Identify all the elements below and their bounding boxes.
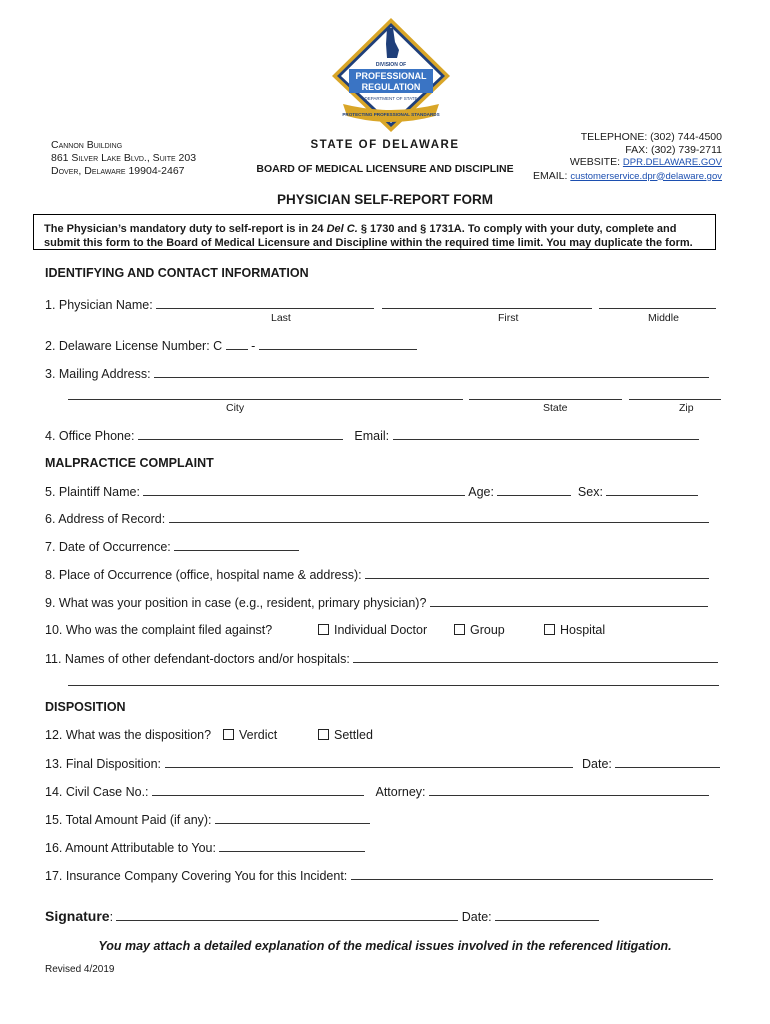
q11-label: 11. Names of other defendant-doctors and/or hospitals: xyxy=(45,652,350,666)
logo-ribbon: PROTECTING PROFESSIONAL STANDARDS xyxy=(342,112,440,117)
sex-label: Sex: xyxy=(577,485,603,499)
q5-label: 5. Plaintiff Name: xyxy=(45,485,140,499)
complaint-against-row xyxy=(45,623,272,638)
option-individual-doctor[interactable] xyxy=(318,623,427,638)
option-group[interactable] xyxy=(454,623,505,638)
contact-block xyxy=(533,131,722,183)
logo-title-line2: REGULATION xyxy=(361,82,421,92)
q7-label: 7. Date of Occurrence: xyxy=(45,540,171,554)
group-checkbox[interactable] xyxy=(454,624,465,635)
state-caption: State xyxy=(543,402,568,414)
city-caption: City xyxy=(226,402,245,414)
q10-label: 10. Who was the complaint filed against? xyxy=(45,623,273,637)
q12-label: 12. What was the disposition? xyxy=(45,728,212,742)
division-logo xyxy=(329,16,453,134)
notice-text-1: The Physician’s mandatory duty to self-report is in 24 xyxy=(44,223,327,235)
hospital-checkbox[interactable] xyxy=(544,624,555,635)
q16-label: 16. Amount Attributable to You: xyxy=(45,841,216,855)
office-phone-row xyxy=(45,428,699,444)
final-disposition-field[interactable] xyxy=(165,756,573,768)
verdict-label: Verdict xyxy=(239,728,278,742)
office-phone-field[interactable] xyxy=(138,428,343,440)
notice-box xyxy=(33,214,716,250)
address-line3: Dover, Delaware 19904-2467 xyxy=(51,165,185,177)
q8-label: 8. Place of Occurrence (office, hospital name & address): xyxy=(45,568,362,582)
logo-dept: DEPARTMENT OF STATE xyxy=(364,96,418,101)
address-of-record-field[interactable] xyxy=(169,511,709,523)
plaintiff-name-field[interactable] xyxy=(143,484,465,496)
settled-label: Settled xyxy=(334,728,373,742)
mailing-address-field[interactable] xyxy=(154,366,709,378)
signature-date-label: Date: xyxy=(461,910,492,924)
settled-checkbox[interactable] xyxy=(318,729,329,740)
plaintiff-row xyxy=(45,484,698,500)
signature-field[interactable] xyxy=(116,909,458,921)
other-defendants-field[interactable] xyxy=(353,651,718,663)
hospital-label: Hospital xyxy=(560,623,606,637)
email-field[interactable] xyxy=(393,428,699,440)
q15-label: 15. Total Amount Paid (if any): xyxy=(45,813,212,827)
q6-label: 6. Address of Record: xyxy=(45,512,166,526)
office-address xyxy=(51,139,196,178)
other-defendants-row xyxy=(45,651,718,667)
option-hospital[interactable] xyxy=(544,623,605,638)
sex-field[interactable] xyxy=(606,484,698,496)
q13-date-label: Date: xyxy=(582,757,612,771)
last-name-field[interactable] xyxy=(156,297,374,309)
notice-italic: Del C. xyxy=(326,223,358,235)
license-row xyxy=(45,338,417,354)
middle-name-field[interactable] xyxy=(599,297,716,309)
logo-title-line1: PROFESSIONAL xyxy=(355,71,427,81)
total-amount-field[interactable] xyxy=(215,812,370,824)
mailing-address-row2 xyxy=(68,388,721,404)
city-field[interactable] xyxy=(68,388,463,400)
place-of-occurrence-row xyxy=(45,567,709,583)
zip-caption: Zip xyxy=(679,402,694,414)
section-disposition: DISPOSITION xyxy=(45,700,126,714)
civil-case-field[interactable] xyxy=(152,784,364,796)
insurance-field[interactable] xyxy=(351,868,713,880)
last-caption: Last xyxy=(271,312,291,324)
zip-field[interactable] xyxy=(629,388,721,400)
group-label: Group xyxy=(470,623,505,637)
first-name-field[interactable] xyxy=(382,297,592,309)
address-of-record-row xyxy=(45,511,709,527)
position-row xyxy=(45,595,708,611)
q4-label: 4. Office Phone: xyxy=(45,429,135,443)
first-caption: First xyxy=(498,312,519,324)
state-heading: STATE OF DELAWARE xyxy=(310,139,460,151)
section-malpractice: MALPRACTICE COMPLAINT xyxy=(45,456,214,470)
insurance-row xyxy=(45,868,713,884)
mailing-address-row xyxy=(45,366,709,382)
fax: FAX: (302) 739-2711 xyxy=(625,143,722,156)
email-label-q4: Email: xyxy=(354,429,390,443)
disposition-row xyxy=(45,728,211,743)
final-disposition-row xyxy=(45,756,720,772)
website-link[interactable]: DPR.DELAWARE.GOV xyxy=(622,157,722,168)
form-title: PHYSICIAN SELF-REPORT FORM xyxy=(276,192,493,207)
q9-label: 9. What was your position in case (e.g., resident, primary physician)? xyxy=(45,596,427,610)
email-label: EMAIL: xyxy=(532,169,571,182)
state-field[interactable] xyxy=(469,388,622,400)
q3-label: 3. Mailing Address: xyxy=(45,367,151,381)
date-of-occurrence-row xyxy=(45,539,299,555)
total-amount-row xyxy=(45,812,370,828)
date-of-occurrence-field[interactable] xyxy=(174,539,299,551)
signature-label: Signature xyxy=(45,908,110,924)
place-of-occurrence-field[interactable] xyxy=(365,567,709,579)
amount-attributable-row xyxy=(45,840,365,856)
q17-label: 17. Insurance Company Covering You for this Incident: xyxy=(45,869,348,883)
option-settled[interactable] xyxy=(318,728,373,743)
website-label: WEBSITE: xyxy=(569,156,623,168)
license-number-field[interactable] xyxy=(259,338,417,350)
middle-caption: Middle xyxy=(648,312,679,324)
notice-text-2: § 1730 and § 1731A. To comply with your duty, complete and xyxy=(357,223,677,235)
address-line2: 861 Silver Lake Blvd., Suite 203 xyxy=(51,152,197,164)
q1-label: 1. Physician Name: xyxy=(45,298,153,312)
civil-case-row xyxy=(45,784,709,800)
footer-note: You may attach a detailed explanation of the medical issues involved in the referenced litigation. xyxy=(98,939,672,953)
final-disposition-date-field[interactable] xyxy=(615,756,720,768)
individual-doctor-label: Individual Doctor xyxy=(334,623,428,637)
signature-date-field[interactable] xyxy=(495,909,599,921)
revised-date: Revised 4/2019 xyxy=(45,964,115,975)
q14-label: 14. Civil Case No.: xyxy=(45,785,149,799)
signature-row: Signature: Date: xyxy=(45,908,599,924)
amount-attributable-field[interactable] xyxy=(219,840,365,852)
other-defendants-field-2[interactable] xyxy=(68,674,719,686)
section-identifying: IDENTIFYING AND CONTACT INFORMATION xyxy=(45,266,309,280)
individual-doctor-checkbox[interactable] xyxy=(318,624,329,635)
board-heading: BOARD OF MEDICAL LICENSURE AND DISCIPLINE xyxy=(256,163,514,175)
age-field[interactable] xyxy=(497,484,571,496)
q13-label: 13. Final Disposition: xyxy=(45,757,162,771)
notice-line2: submit this form to the Board of Medical Licensure and Discipline within the required time limit. You may duplicate the form. xyxy=(44,237,693,249)
position-field[interactable] xyxy=(430,595,708,607)
physician-name-row xyxy=(45,297,716,313)
license-dash: - xyxy=(251,339,256,353)
verdict-checkbox[interactable] xyxy=(223,729,234,740)
email-link[interactable]: customerservice.dpr@delaware.gov xyxy=(570,170,722,182)
q2-label: 2. Delaware License Number: C xyxy=(45,339,223,353)
attorney-field[interactable] xyxy=(429,784,709,796)
logo-top-text: DIVISION OF xyxy=(375,62,407,68)
option-verdict[interactable] xyxy=(223,728,277,743)
license-prefix-field[interactable] xyxy=(226,338,248,350)
address-line1: Cannon Building xyxy=(51,139,123,151)
telephone: TELEPHONE: (302) 744-4500 xyxy=(580,131,722,143)
age-label: Age: xyxy=(468,485,494,499)
attorney-label: Attorney: xyxy=(375,785,426,799)
other-defendants-row2 xyxy=(68,674,719,690)
